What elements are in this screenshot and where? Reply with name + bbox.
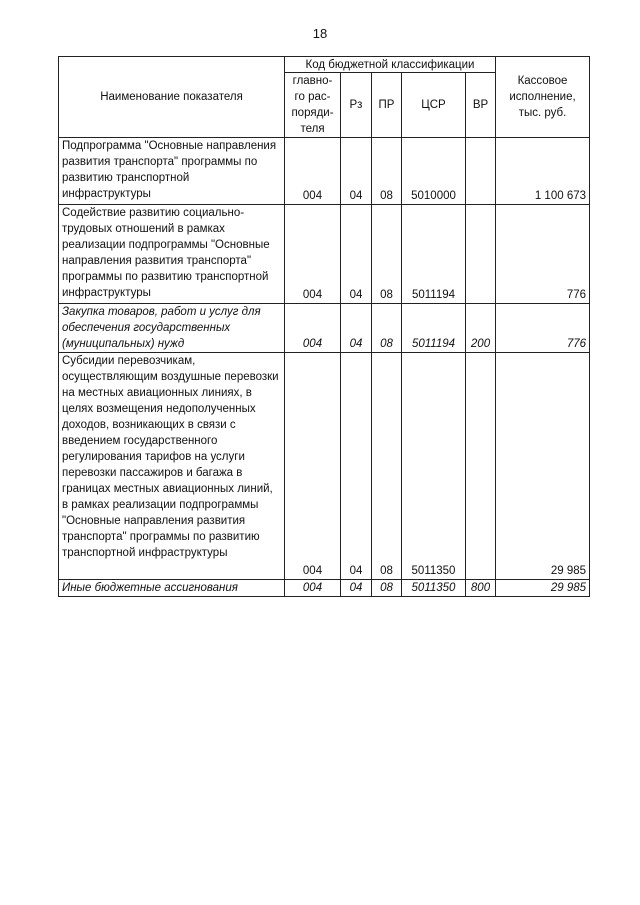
header-name: Наименование показателя — [59, 57, 285, 138]
row-pr: 08 — [372, 580, 402, 597]
row-pr: 08 — [372, 353, 402, 580]
header-amount: Кассовое исполнение, тыс. руб. — [496, 57, 590, 138]
row-glavny: 004 — [285, 580, 341, 597]
header-glavny: главно-го рас-поряди-теля — [285, 73, 341, 138]
header-csr: ЦСР — [402, 73, 466, 138]
header-code-group: Код бюджетной классификации — [285, 57, 496, 73]
row-pr: 08 — [372, 138, 402, 205]
row-amount: 29 985 — [496, 353, 590, 580]
row-pr: 08 — [372, 304, 402, 353]
row-glavny: 004 — [285, 138, 341, 205]
row-name: Закупка товаров, работ и услуг для обеспечения государственных (муниципальных) нужд — [59, 304, 285, 353]
table-header-row — [59, 57, 590, 73]
budget-table — [58, 56, 590, 597]
row-amount: 29 985 — [496, 580, 590, 597]
row-amount: 1 100 673 — [496, 138, 590, 205]
row-glavny: 004 — [285, 353, 341, 580]
row-rz: 04 — [341, 580, 372, 597]
row-csr: 5011350 — [402, 580, 466, 597]
row-rz: 04 — [341, 353, 372, 580]
table-row — [59, 353, 590, 580]
row-csr: 5010000 — [402, 138, 466, 205]
row-rz: 04 — [341, 304, 372, 353]
row-vr — [466, 138, 496, 205]
row-glavny: 004 — [285, 205, 341, 304]
table-row — [59, 205, 590, 304]
table-row — [59, 138, 590, 205]
header-rz: Рз — [341, 73, 372, 138]
row-csr: 5011194 — [402, 304, 466, 353]
header-vr: ВР — [466, 73, 496, 138]
row-pr: 08 — [372, 205, 402, 304]
row-csr: 5011350 — [402, 353, 466, 580]
row-vr: 200 — [466, 304, 496, 353]
row-rz: 04 — [341, 205, 372, 304]
row-glavny: 004 — [285, 304, 341, 353]
row-name: Иные бюджетные ассигнования — [59, 580, 285, 597]
row-vr: 800 — [466, 580, 496, 597]
row-vr — [466, 353, 496, 580]
page-number: 18 — [312, 26, 328, 41]
row-name: Подпрограмма "Основные направления развития транспорта" программы по развитию транспортной инфраструктуры — [59, 138, 285, 205]
row-vr — [466, 205, 496, 304]
row-rz: 04 — [341, 138, 372, 205]
row-name: Субсидии перевозчикам, осуществляющим воздушные перевозки на местных авиационных линиях, в целях возмещения недополученных доходов, возникающих в связи с введением государственного регулирования тарифов на услуги перевозки пассажиров и багажа в границах местных авиационных линий, в рамках реализации подпрограммы "Основные направления развития транспорта" программы по развитию транспортной инфраструктуры — [59, 353, 285, 580]
row-amount: 776 — [496, 304, 590, 353]
row-amount: 776 — [496, 205, 590, 304]
header-pr: ПР — [372, 73, 402, 138]
table-row — [59, 580, 590, 597]
table-row — [59, 304, 590, 353]
row-csr: 5011194 — [402, 205, 466, 304]
row-name: Содействие развитию социально-трудовых отношений в рамках реализации подпрограммы "Основные направления развития транспорта" программы по развитию транспортной инфраструктуры — [59, 205, 285, 304]
